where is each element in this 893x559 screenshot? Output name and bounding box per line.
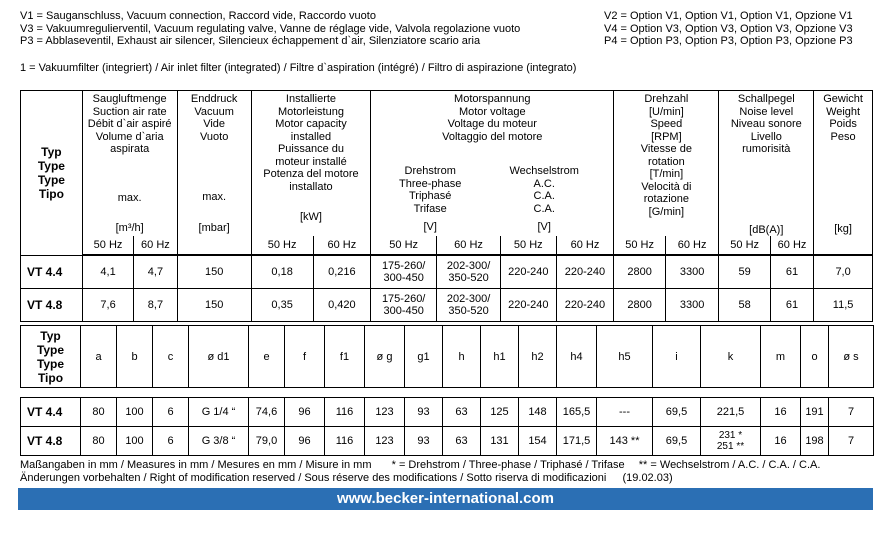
legend-line: V2 = Option V1, Option V1, Option V1, Opzione V1: [604, 10, 853, 22]
website-banner[interactable]: www.becker-international.com: [18, 488, 873, 510]
type-label: Typ Type Type Tipo: [21, 326, 81, 388]
legend-line: P4 = Option P3, Option P3, Option P3, Opzione P3: [604, 35, 853, 47]
footer-measures: Maßangaben in mm / Measures in mm / Mesures en mm / Misure in mm * = Drehstrom / Three-phase / Triphasé / Trifase ** = Wechselstrom / A.C. / C.A. / C.A.: [20, 459, 821, 471]
col-header: ø s: [829, 326, 874, 388]
col-header: a: [81, 326, 117, 388]
col-header: h4: [557, 326, 597, 388]
col-header: g1: [405, 326, 443, 388]
col-header: c: [153, 326, 189, 388]
three-phase-header: Drehstrom Three-phase Triphasé Trifase [V]: [399, 165, 462, 233]
col-header: o: [801, 326, 829, 388]
col-header: h2: [519, 326, 557, 388]
col-header: f: [285, 326, 325, 388]
col-header: h1: [481, 326, 519, 388]
noise-header: Schallpegel Noise level Niveau sonore Livello rumorisità [dB(A)]: [719, 91, 814, 237]
voltage-header: Motorspannung Motor voltage Voltage du moteur Voltaggio del motore Drehstrom Three-phase Triphasé Trifase [V] Wechselstrom A.C. C.A. C.A. [V]: [371, 91, 614, 237]
col-header: f1: [325, 326, 365, 388]
type-label: Typ Type Type Tipo: [21, 91, 83, 256]
col-header: e: [249, 326, 285, 388]
performance-table: [20, 90, 873, 322]
ac-header: Wechselstrom A.C. C.A. C.A. [V]: [509, 165, 579, 233]
col-header: k: [701, 326, 761, 388]
table-row: VT 4.4 80 100 6 G 1/4 “ 74,6 96 116 123 93 63 125 148 165,5 --- 69,5 221,5 16 191 7: [21, 398, 874, 427]
legend-line: V1 = Sauganschluss, Vacuum connection, Raccord vide, Raccordo vuoto: [20, 10, 376, 22]
legend-right: [604, 10, 853, 48]
legend-line: V3 = Vakuumregulierventil, Vacuum regulating valve, Vanne de réglage vide, Valvola regolazione vuoto: [20, 22, 521, 35]
speed-header: Drehzahl [U/min] Speed [RPM] Vitesse de rotation [T/min] Velocità di rotazione [G/min]: [614, 91, 719, 237]
table-row: VT 4.8 80 100 6 G 3/8 “ 79,0 96 116 123 93 63 131 154 171,5 143 ** 69,5 231 * 251 ** 16 198 7: [21, 427, 874, 456]
col-header: ø g: [365, 326, 405, 388]
col-header: i: [653, 326, 701, 388]
dimensions-table: [20, 325, 874, 456]
table-row: VT 4.4 4,1 4,7 150 0,18 0,216 175-260/ 300-450 202-300/ 350-520 220-240 220-240 2800 3300 59 61 7,0: [21, 255, 873, 288]
legend-left: [20, 10, 520, 48]
table-row: VT 4.8 7,6 8,7 150 0,35 0,420 175-260/ 300-450 202-300/ 350-520 220-240 220-240 2800 3300 58 61 11,5: [21, 288, 873, 321]
pressure-header: Enddruck Vacuum Vide Vuoto max. [mbar]: [177, 91, 251, 237]
col-header: h5: [597, 326, 653, 388]
col-header: m: [761, 326, 801, 388]
air-rate-header: Saugluftmenge Suction air rate Débit d`air aspiré Volume d`aria aspirata max. [m³/h]: [82, 91, 177, 237]
col-header: b: [117, 326, 153, 388]
col-header: h: [443, 326, 481, 388]
footer-modification: Änderungen vorbehalten / Right of modification reserved / Sous réserve des modifications / Sotto riserva di modificazioni (19.02.03): [20, 472, 673, 484]
legend-line: P3 = Abblaseventil, Exhaust air silencer, Silencieux échappement d`air, Silenziatore scario aria: [20, 35, 481, 47]
power-header: Installierte Motorleistung Motor capacity installed Puissance du moteur installé Potenza del motore installato [kW]: [251, 91, 370, 237]
weight-header: Gewicht Weight Poids Peso [kg]: [814, 91, 873, 237]
hz-row: 50 Hz 60 Hz 50 Hz 60 Hz 50 Hz 60 Hz 50 Hz 60 Hz 50 Hz 60 Hz 50 Hz 60 Hz: [21, 236, 873, 254]
legend-line: V4 = Option V3, Option V3, Option V3, Opzione V3: [604, 22, 853, 35]
col-header: ø d1: [189, 326, 249, 388]
filter-note: 1 = Vakuumfilter (integriert) / Air inlet filter (integrated) / Filtre d`aspiration (intégré) / Filtro di aspirazione (integrato): [20, 62, 577, 74]
